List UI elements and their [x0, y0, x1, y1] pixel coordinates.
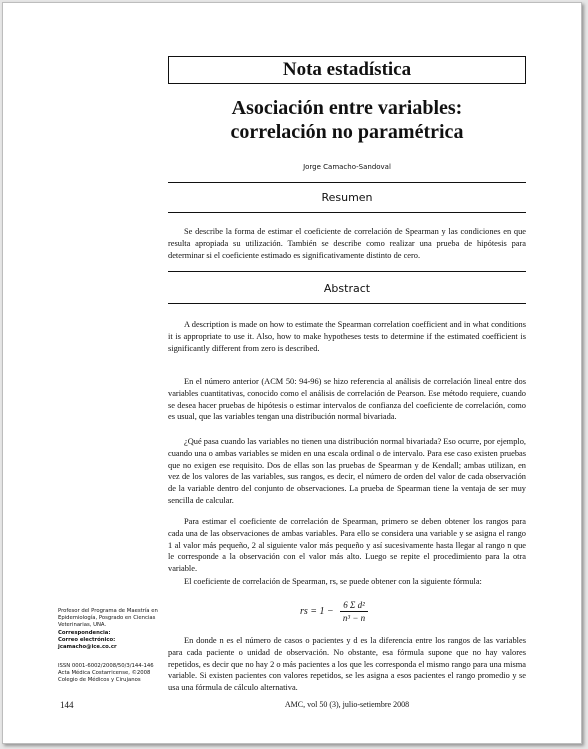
divider — [168, 182, 526, 183]
body-paragraph-2: ¿Qué pasa cuando las variables no tienen una distribución normal bivariada? Eso ocurre, por ejemplo, cuando una o ambas variables se miden en una escala ordinal o de intervalo. Para ese caso existen pruebas que no exigen ese requisito. Dos de ellas son las pruebas de Spearman y de Kendall; ambas utilizan, en vez de los valores de las variables, sus rangos, es decir, el número de orden del valor de cada observación de la variable dentro del conjunto de observaciones. La prueba de Spearman tiene la ventaja de ser muy sencilla de calcular. — [168, 437, 526, 505]
email-label: Correo electrónico: — [58, 636, 116, 643]
resumen-heading: Resumen — [321, 191, 373, 204]
issn: ISSN 0001-6002/2008/50/3/144-146 — [58, 663, 154, 669]
title-line-2: correlación no paramétrica — [230, 121, 464, 143]
spearman-formula — [300, 600, 368, 623]
author: Jorge Camacho-Sandoval — [303, 163, 391, 171]
college: Colegio de Médicos y Cirujanos — [58, 677, 141, 684]
article-title — [168, 96, 526, 144]
journal-reference: AMC, vol 50 (3), julio-setiembre 2008 — [284, 700, 410, 709]
formula-numerator: 6 Σ d² — [340, 600, 368, 612]
title-line-1: Asociación entre variables: — [231, 97, 463, 119]
abstract-heading: Abstract — [323, 282, 371, 295]
author-note — [58, 608, 158, 651]
body-paragraph-3: Para estimar el coeficiente de correlación de Spearman, primero se deben obtener los rangos para cada una de las observaciones de ambas variables. Para ello se considera una variable y se asigna el rango 1 al valor más pequeño, 2 al siguiente valor más pequeño y así sucesivamente hasta llegar al rango n que le corresponde a la observación con el valor más alto. Luego se repite el procedimiento para la otra variable. — [168, 517, 526, 574]
body-paragraph-1: En el número anterior (ACM 50: 94-96) se hizo referencia al análisis de correlación lineal entre dos variables cuantitativas, conocido como el análisis de correlación de Pearson. Ese método requiere, cuando se desea hacer pruebas de hipótesis o estimar intervalos de confianza del coeficiente de correlación, como es usual, que las variables tengan una distribución normal bivariada. — [168, 377, 526, 422]
correspondence-label: Correspondencia: — [58, 629, 111, 636]
divider — [168, 303, 526, 304]
body-paragraph-5: En donde n es el número de casos o pacientes y d es la diferencia entre los rangos de las variables para cada paciente o unidad de observación. No obstante, esa fórmula supone que no hay valores repetidos, es decir que no hay 2 o más pacientes a los que les corresponda el mismo rango para una misma variable. Si existen pacientes con valores repetidos, se les asigna a esos pacientes el rango promedio y se usa una fórmula de cálculo alternativa. — [168, 636, 526, 693]
affiliation: Profesor del Programa de Maestría en Epidemiología, Posgrado en Ciencias Veterinarias, UNA. — [58, 608, 158, 629]
journal-copyright: Acta Médica Costarricense, ©2008 — [58, 670, 151, 677]
body-paragraph-4: El coeficiente de correlación de Spearman, rs, se puede obtener con la siguiente fórmula: — [184, 577, 482, 586]
formula-fraction — [340, 600, 368, 623]
divider — [168, 212, 526, 213]
divider — [168, 271, 526, 272]
page-number: 144 — [60, 700, 74, 710]
formula-denominator: n³ − n — [342, 613, 366, 623]
resumen-text: Se describe la forma de estimar el coeficiente de correlación de Spearman y las condiciones en que resulta apropiada su utilización. También se describe como realizar una prueba de hipótesis para determinar si el coeficiente estimado es significativamente distinto de cero. — [168, 227, 526, 260]
formula-lhs: rs = 1 − — [300, 605, 334, 617]
email: jcamacho@ice.co.cr — [58, 644, 117, 651]
abstract-text: A description is made on how to estimate the Spearman correlation coefficient and in what conditions it is appropriate to use it. Also, how to make hypotheses tests to determine if the estimated coefficient is significantly different from zero is described. — [168, 320, 526, 353]
publication-info — [58, 663, 158, 685]
section-label: Nota estadística — [168, 56, 526, 84]
